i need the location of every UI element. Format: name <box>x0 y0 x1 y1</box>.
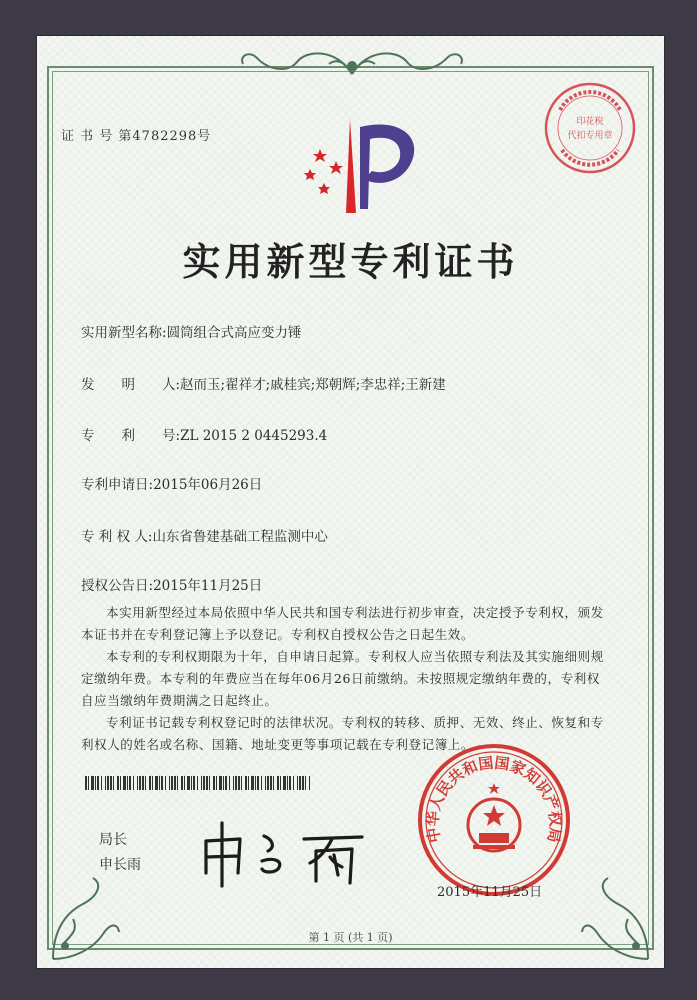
inventors-row <box>81 373 446 393</box>
barcode-bar <box>305 776 306 790</box>
body-paragraph: 本实用新型经过本局依照中华人民共和国专利法进行初步审查，决定授予专利权，颁发本证书并在专利登记簿上予以登记。专利权自授权公告之日起生效。 <box>81 605 604 642</box>
barcode-bar <box>91 776 94 790</box>
barcode-bar <box>273 776 274 790</box>
barcode-bar <box>161 776 163 790</box>
tax-stamp <box>542 80 638 176</box>
barcode-bar <box>277 776 279 790</box>
barcode-bar <box>283 776 286 790</box>
barcode-bar <box>133 776 134 790</box>
barcode-bar <box>201 776 202 790</box>
barcode-bar <box>219 776 222 790</box>
field-value: 赵而玉;翟祥才;戚桂宾;郑朝辉;李忠祥;王新建 <box>180 377 446 393</box>
barcode-bar <box>149 776 151 790</box>
application-date-row <box>81 473 262 493</box>
barcode-bar <box>302 776 304 790</box>
barcode-bar <box>129 776 131 790</box>
barcode-bar <box>245 776 247 790</box>
field-value: 2015年06月26日 <box>153 477 263 493</box>
barcode-bar <box>101 776 102 790</box>
barcode-bar <box>223 776 224 790</box>
patentee-row <box>81 525 328 545</box>
seal-date: 2015年11月25日 <box>437 885 543 900</box>
barcode-bar <box>139 776 141 790</box>
barcode-bar <box>248 776 249 790</box>
body-paragraph: 本专利的专利权期限为十年，自申请日起算。专利权人应当依照专利法及其实施细则规定缴纳年费。本专利的年费应当在每年06月26日前缴纳。未按照规定缴纳年费的，专利权自应当缴纳年费期满之日起终止。 <box>81 649 604 708</box>
barcode-bar <box>216 776 217 790</box>
field-value: ZL 2015 2 0445293.4 <box>180 428 328 444</box>
barcode-bar <box>209 776 210 790</box>
barcode-bar <box>203 776 205 790</box>
svg-text:印花税: 印花税 <box>576 117 604 127</box>
barcode-bar <box>255 776 256 790</box>
barcode-bar <box>270 776 272 790</box>
barcode-bar <box>159 776 160 790</box>
barcode-bar <box>289 776 291 790</box>
cnipa-logo <box>292 109 432 219</box>
barcode-bar <box>105 776 106 790</box>
barcode-bar <box>229 776 230 790</box>
patent-number-row <box>81 424 327 444</box>
field-value: 圆筒组合式高应变力锤 <box>166 325 302 341</box>
seal-text: 中华人民共和国国家知识产权局 <box>423 753 565 844</box>
barcode-bar <box>280 776 281 790</box>
certificate-paper <box>37 36 664 968</box>
barcode-bar <box>113 776 114 790</box>
body-text <box>81 602 611 756</box>
barcode-bar <box>184 776 185 790</box>
field-value: 山东省鲁建基础工程监测中心 <box>152 529 328 545</box>
barcode-bar <box>155 776 158 790</box>
certificate-title: 实用新型专利证书 <box>182 240 519 284</box>
barcode-bar <box>241 776 242 790</box>
barcode-bar <box>309 776 310 790</box>
barcode-bar <box>152 776 153 790</box>
barcode-bar <box>197 776 198 790</box>
barcode-bar <box>181 776 183 790</box>
director-title: 局长 <box>99 832 127 848</box>
top-ornament <box>237 44 467 84</box>
field-label: 专利申请日: <box>81 477 154 493</box>
barcode-bar <box>193 776 195 790</box>
barcode-bar <box>191 776 192 790</box>
barcode-bar <box>165 776 166 790</box>
body-paragraph: 专利证书记载专利权登记时的法律状况。专利权的转移、质押、无效、终止、恢复和专利权人的姓名或名称、国籍、地址变更等事项记载在专利登记簿上。 <box>81 715 604 752</box>
certificate-number: 证 书 号 第4782298号 <box>61 129 212 144</box>
barcode-bar <box>142 776 144 790</box>
barcode-bar <box>97 776 99 790</box>
barcode-bar <box>88 776 89 790</box>
barcode-bar <box>107 776 109 790</box>
barcode-bar <box>171 776 173 790</box>
barcode <box>85 776 310 790</box>
barcode-bar <box>297 776 298 790</box>
barcode-bar <box>85 776 87 790</box>
bottom-right-ornament <box>578 874 658 964</box>
barcode-bar <box>120 776 121 790</box>
page-number: 第 1 页 (共 1 页) <box>308 931 393 944</box>
field-label: 实用新型名称: <box>81 325 167 341</box>
barcode-bar <box>265 776 266 790</box>
barcode-bar <box>251 776 254 790</box>
barcode-bar <box>177 776 178 790</box>
grant-date-row <box>81 574 262 594</box>
barcode-bar <box>95 776 96 790</box>
barcode-bar <box>299 776 301 790</box>
field-label: 授权公告日: <box>81 578 154 594</box>
field-label: 专 利 权 人: <box>81 529 153 545</box>
field-label: 专 利 号: <box>81 428 181 444</box>
utility-model-name-row <box>81 321 302 341</box>
barcode-bar <box>145 776 146 790</box>
barcode-bar <box>225 776 227 790</box>
barcode-bar <box>110 776 112 790</box>
barcode-bar <box>261 776 262 790</box>
director-name: 申长雨 <box>99 857 141 873</box>
director-signature <box>192 811 392 891</box>
barcode-bar <box>233 776 234 790</box>
barcode-bar <box>257 776 259 790</box>
barcode-bar <box>238 776 240 790</box>
field-label: 发 明 人: <box>81 377 181 393</box>
bottom-left-ornament <box>43 874 123 964</box>
barcode-bar <box>213 776 215 790</box>
barcode-bar <box>187 776 190 790</box>
svg-text:代扣专用章: 代扣专用章 <box>567 131 613 141</box>
barcode-bar <box>127 776 128 790</box>
barcode-bar <box>123 776 126 790</box>
barcode-bar <box>287 776 288 790</box>
barcode-bar <box>117 776 119 790</box>
official-seal <box>415 741 573 899</box>
field-value: 2015年11月25日 <box>153 578 263 594</box>
barcode-bar <box>137 776 138 790</box>
barcode-bar <box>293 776 294 790</box>
barcode-bar <box>267 776 269 790</box>
barcode-bar <box>235 776 237 790</box>
barcode-bar <box>169 776 170 790</box>
barcode-bar <box>206 776 208 790</box>
barcode-bar <box>174 776 176 790</box>
